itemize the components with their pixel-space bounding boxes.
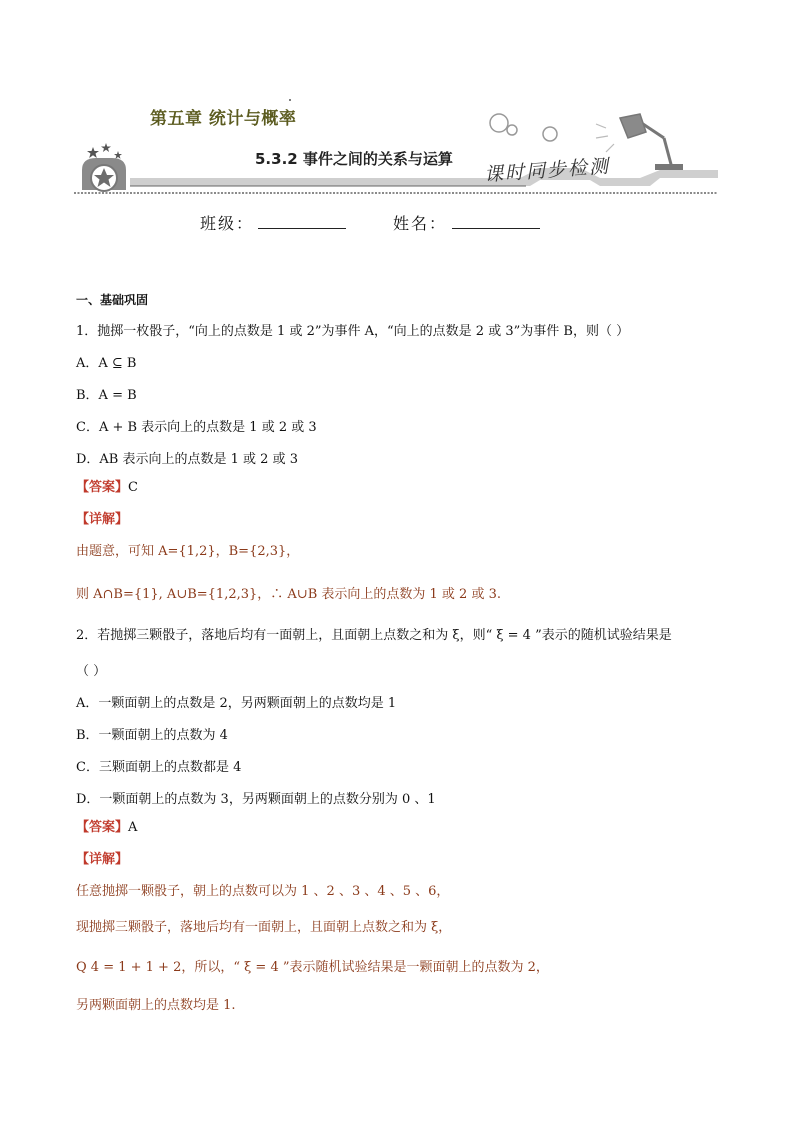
q2-detail-line-1: 任意抛掷一颗骰子，朝上的点数可以为 1 、2 、3 、4 、5 、6， <box>76 884 450 899</box>
q2-detail-line-4: 另两颗面朝上的点数均是 1. <box>76 998 236 1013</box>
q1-option-c: C．A + B 表示向上的点数是 1 或 2 或 3 <box>76 420 317 435</box>
q2-detail-line-2: 现抛掷三颗骰子，落地后均有一面朝上，且面朝上点数之和为 ξ， <box>76 920 452 935</box>
q1-option-b: B．A = B <box>76 388 137 403</box>
q1-detail-line-1: 由题意，可知 A={1,2}，B={2,3}， <box>76 544 300 559</box>
q2-option-b: B．一颗面朝上的点数为 4 <box>76 728 228 743</box>
q1-detail-line-2: 则 A∩B={1}, A∪B={1,2,3}，∴ A∪B 表示向上的点数为 1 或 2 或 3. <box>76 587 501 602</box>
q2-option-a: A．一颗面朝上的点数是 2，另两颗面朝上的点数均是 1 <box>76 696 397 711</box>
name-field[interactable] <box>452 228 540 229</box>
q1-option-a: A．A ⊆ B <box>76 356 137 371</box>
name-label: 姓名： <box>393 214 448 233</box>
q2-detail-tag: 【详解】 <box>76 852 129 867</box>
answer-tag: 【答案】 <box>76 820 129 835</box>
q2-stem-line-1: 2．若抛掷三颗骰子，落地后均有一面朝上，且面朝上点数之和为 ξ，则“ ξ = 4 ”表示的随机试验结果是 <box>76 628 672 643</box>
answer-tag: 【答案】 <box>76 480 129 495</box>
class-label: 班级： <box>200 214 255 233</box>
q1-answer <box>76 480 138 496</box>
q1-option-d: D．AB 表示向上的点数是 1 或 2 或 3 <box>76 452 298 467</box>
q1-answer-value: C <box>128 480 138 495</box>
q2-stem-line-2: （ ） <box>76 664 107 679</box>
section-title: 一、基础巩固 <box>76 293 149 307</box>
q2-detail-line-3: Q 4 = 1 + 1 + 2，所以，“ ξ = 4 ”表示随机试验结果是一颗面朝上的点数为 2， <box>76 960 549 975</box>
q1-stem: 1．抛掷一枚骰子，“向上的点数是 1 或 2”为事件 A，“向上的点数是 2 或 3”为事件 B，则（ ） <box>76 324 630 339</box>
class-field[interactable] <box>258 228 346 229</box>
q2-answer <box>76 820 137 836</box>
desk-lamp-icon <box>620 114 683 170</box>
q1-detail-tag: 【详解】 <box>76 512 129 527</box>
star-badge-icon <box>82 143 126 191</box>
banner-title: 课时同步检测 <box>483 155 611 187</box>
lesson-title: 5.3.2 事件之间的关系与运算 <box>255 150 453 168</box>
q2-option-c: C．三颗面朝上的点数都是 4 <box>76 760 242 775</box>
q2-answer-value: A <box>128 820 138 835</box>
q2-option-d: D．一颗面朝上的点数为 3，另两颗面朝上的点数分别为 0 、1 <box>76 792 436 807</box>
chapter-title: 第五章 统计与概率 <box>150 109 297 129</box>
